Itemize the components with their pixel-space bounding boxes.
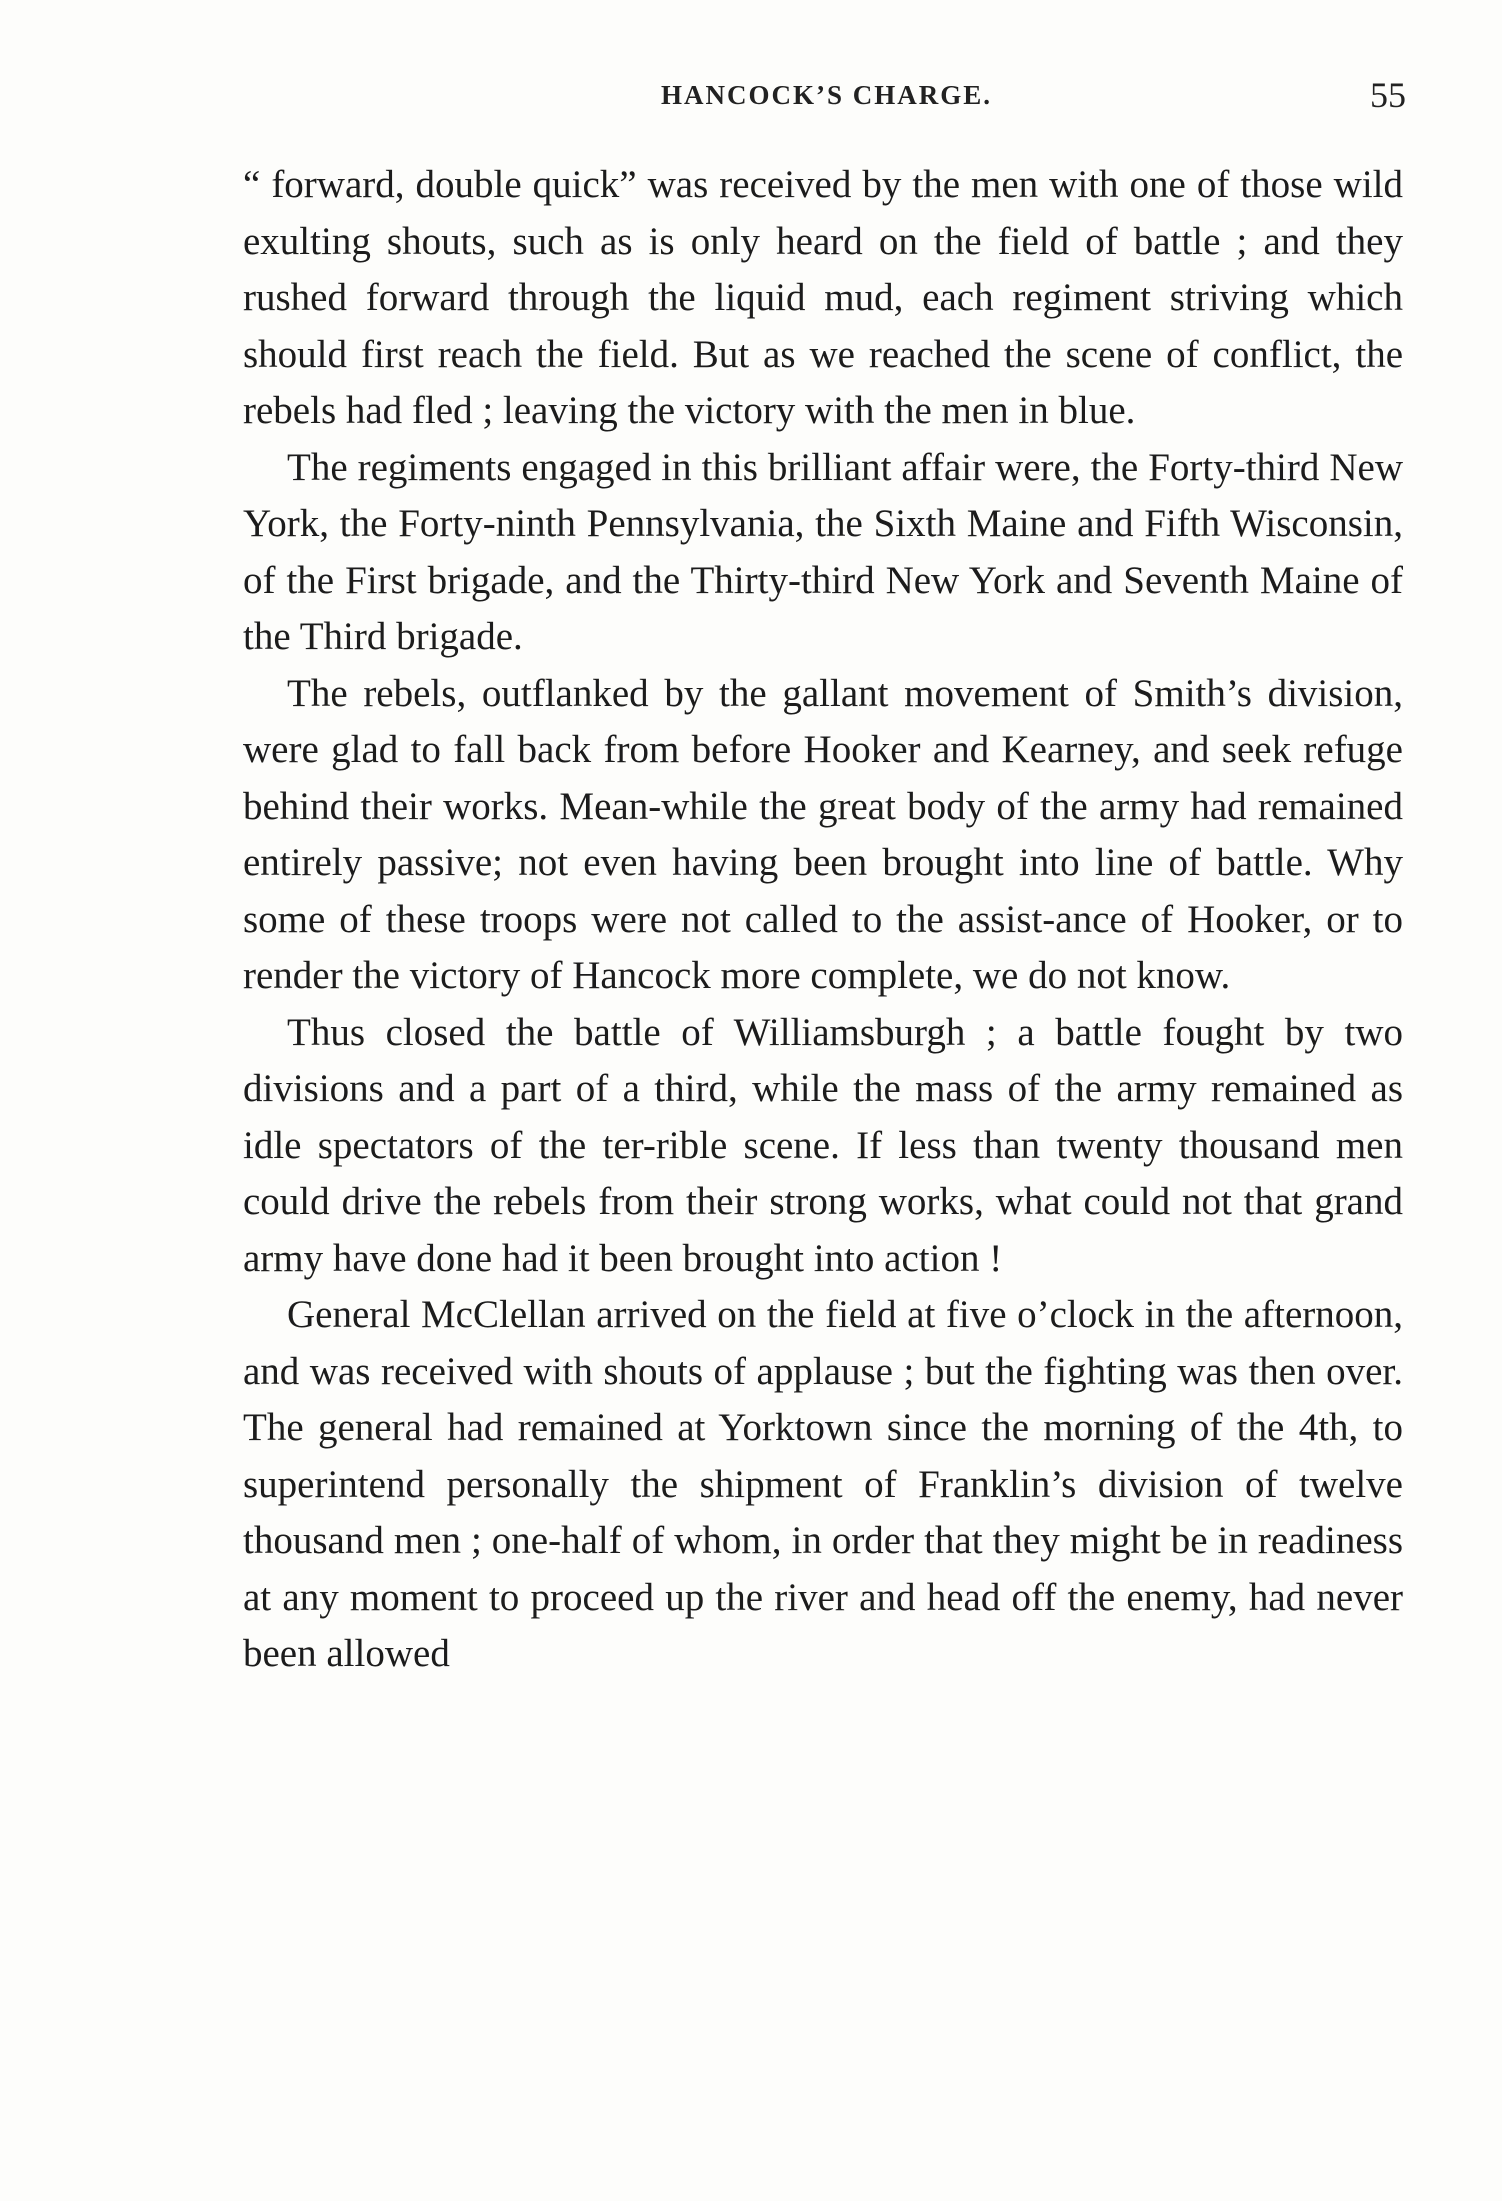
page-number: 55 [1370,75,1406,115]
paragraph-mcclellan-arrival: General McClellan arrived on the field at five o’clock in the afternoon, and was received with shouts of applause ; but the fighting was then over. The general had remained at Yorktown since the morning of the 4th, to superintend personally the shipment of Franklin’s division of twelve thousand men ; one-half of whom, in order that they might be in readiness at any moment to proceed up the river and head off the enemy, had never been allowed [243,1293,1403,1675]
running-head [243,70,1410,120]
paragraph-battle-closed: Thus closed the battle of Williamsburgh ; a battle fought by two divisions and a part of a third, while the mass of the army remained as idle spectators of the ter-rible scene. If less than twenty thousand men could drive the rebels from their strong works, what could not that grand army have done had it been brought into action ! [243,1010,1403,1280]
paragraph-regiments: The regiments engaged in this brilliant affair were, the Forty-third New York, the Forty-ninth Pennsylvania, the Sixth Maine and Fifth Wisconsin, of the First brigade, and the Thirty-third New York and Seventh Maine of the Third brigade. [243,445,1403,658]
paragraph-continuation: “ forward, double quick” was received by the men with one of those wild exulting shouts, such as is only heard on the field of battle ; and they rushed forward through the liquid mud, each regiment striving which should first reach the field. But as we reached the scene of conflict, the rebels had fled ; leaving the victory with the men in blue. [243,163,1403,432]
running-title: HANCOCK’S CHARGE. [660,80,992,110]
body-text [243,157,1403,1683]
paragraph-rebels-outflanked: The rebels, outflanked by the gallant movement of Smith’s division, were glad to fall back from before Hooker and Kearney, and seek refuge behind their works. Mean-while the great body of the army had remained entirely passive; not even having been brought into line of battle. Why some of these troops were not called to the assist-ance of Hooker, or to render the victory of Hancock more complete, we do not know. [243,671,1403,997]
